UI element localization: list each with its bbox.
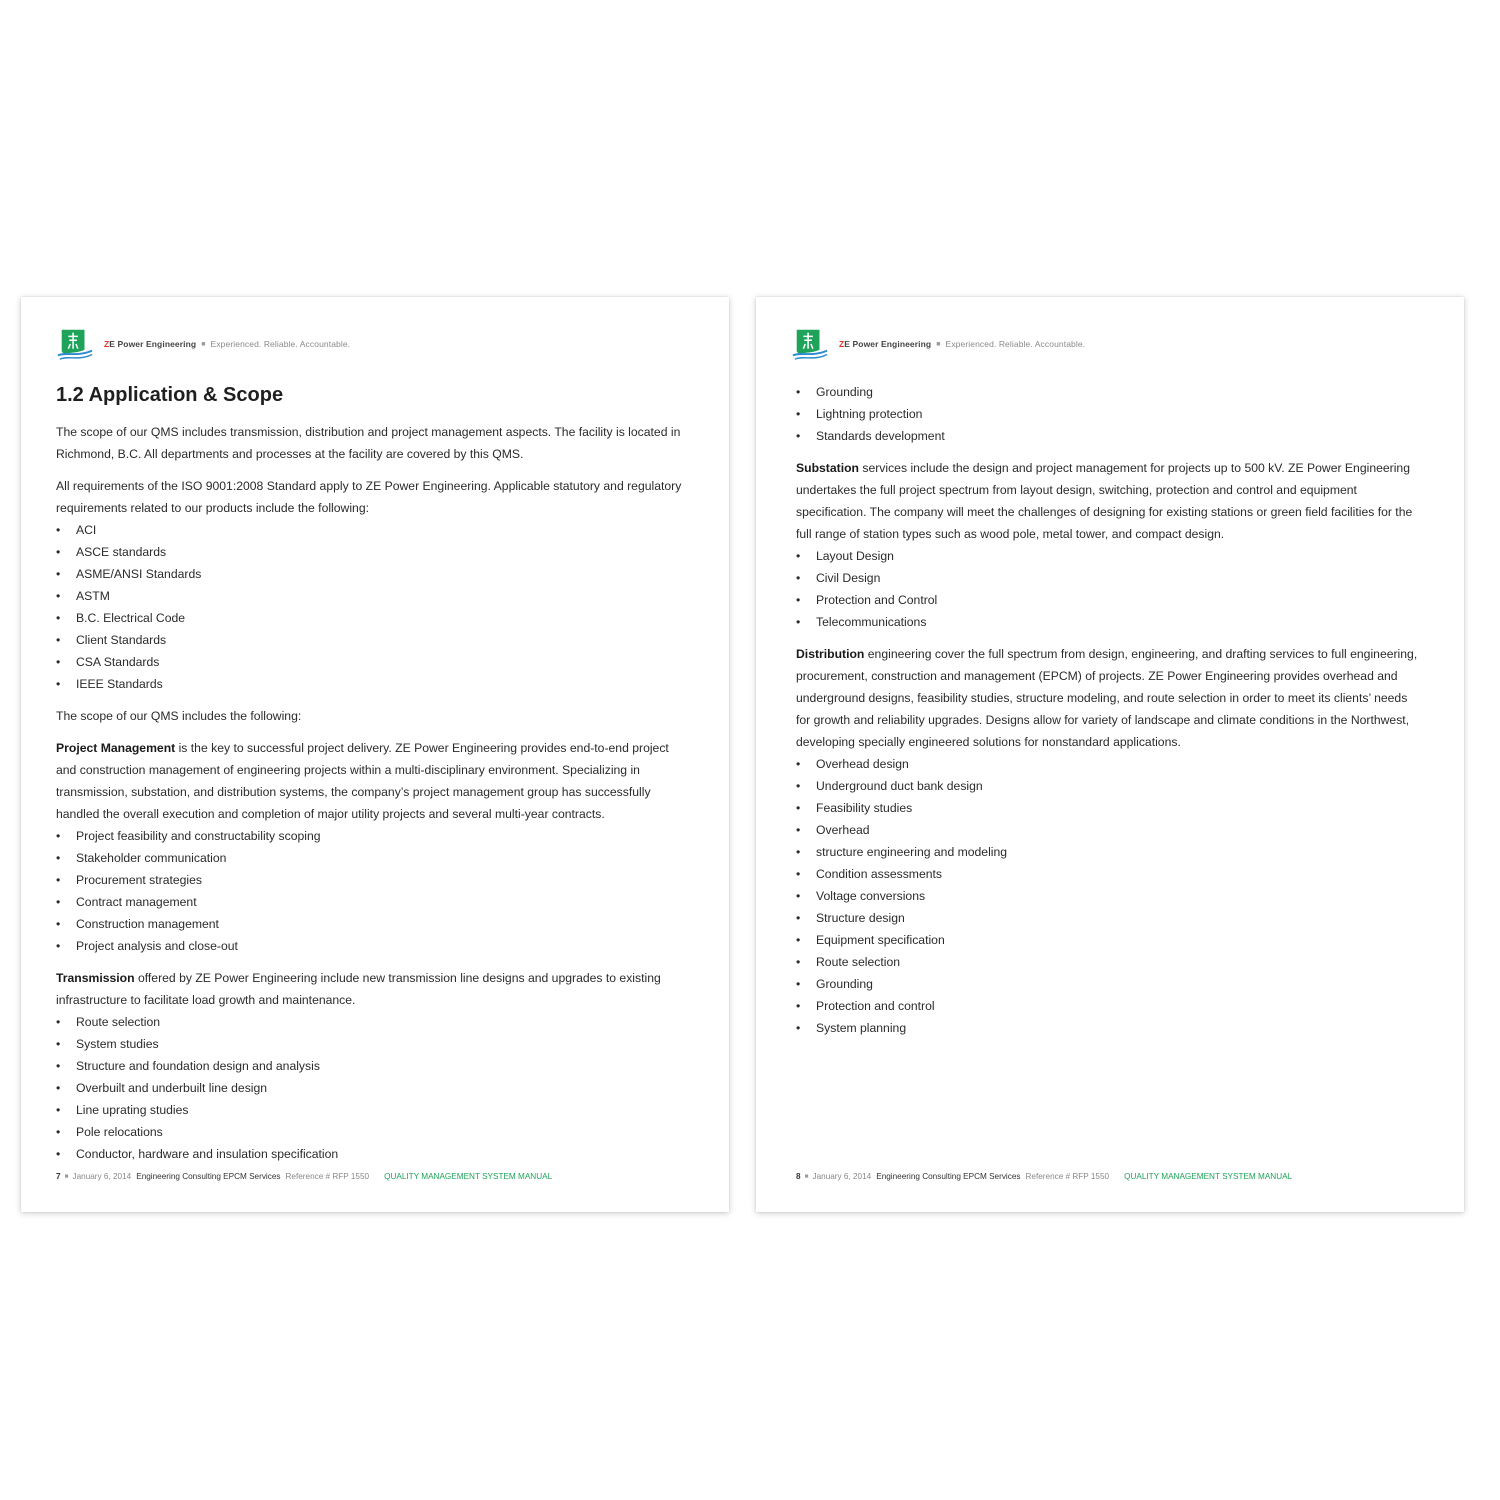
list-item: • ASCE standards [56, 541, 686, 563]
list-item: • Civil Design [796, 567, 1421, 589]
page-header [56, 325, 350, 363]
page-content [56, 382, 686, 1175]
page-number: 7 [56, 1172, 61, 1181]
list-item: • Equipment specification [796, 929, 1421, 951]
list-item: • Route selection [796, 951, 1421, 973]
list-item: • Line uprating studies [56, 1099, 686, 1121]
distribution-list [796, 753, 1421, 1039]
footer-manual: QUALITY MANAGEMENT SYSTEM MANUAL [384, 1172, 553, 1181]
list-item: • Route selection [56, 1011, 686, 1033]
list-item: • Feasibility studies [796, 797, 1421, 819]
list-item: • Overbuilt and underbuilt line design [56, 1077, 686, 1099]
transmission-list-continued [796, 381, 1421, 447]
document-page-8 [756, 297, 1464, 1212]
list-item: • Condition assessments [796, 863, 1421, 885]
distribution-text: engineering cover the full spectrum from design, engineering, and drafting services to full engineering, procurement, construction and management (EPCM) of projects. ZE Power Engineering provides overhead and underground designs, feasibility studies, structure modeling, and route selection in order to meet its clients’ needs for growth and reliability upgrades. Designs allow for variety of landscape and climate conditions in the Northwest, developing specially engineered solutions for nonstandard applications. [796, 647, 1418, 749]
list-item: • Procurement strategies [56, 869, 686, 891]
distribution-lead: Distribution [796, 647, 865, 661]
list-item: • structure engineering and modeling [796, 841, 1421, 863]
substation-text: services include the design and project management for projects up to 500 kV. ZE Power Engineering undertakes the full project spectrum from layout design, switching, protection and control and equipment specification. The company will meet the challenges of designing for existing stations or green field facilities for the full range of station types such as wood pole, metal tower, and compact design. [796, 461, 1413, 541]
list-item: • ASTM [56, 585, 686, 607]
list-item: • System studies [56, 1033, 686, 1055]
list-item: • Overhead [796, 819, 1421, 841]
page-footer [56, 1172, 552, 1181]
project-management-paragraph [56, 737, 686, 825]
page-number: 8 [796, 1172, 801, 1181]
brand-separator: ■ [201, 340, 206, 348]
list-item: • ACI [56, 519, 686, 541]
footer-separator: ■ [804, 1173, 809, 1180]
list-item: • ASME/ANSI Standards [56, 563, 686, 585]
list-item: • Lightning protection [796, 403, 1421, 425]
requirements-paragraph: All requirements of the ISO 9001:2008 Standard apply to ZE Power Engineering. Applicable statutory and regulatory requirements related to our products include the following: [56, 479, 682, 515]
substation-lead: Substation [796, 461, 859, 475]
list-item: • Structure design [796, 907, 1421, 929]
page-content [796, 381, 1421, 1049]
brand-name: E Power Engineering [109, 339, 197, 349]
footer-reference: Reference # RFP 1550 [1025, 1172, 1110, 1181]
footer-title: Engineering Consulting EPCM Services [876, 1172, 1021, 1181]
transmission-list [56, 1011, 686, 1165]
footer-manual: QUALITY MANAGEMENT SYSTEM MANUAL [1124, 1172, 1293, 1181]
list-item: • Stakeholder communication [56, 847, 686, 869]
brand-initial: Z [104, 339, 110, 349]
list-item: • Project feasibility and constructability scoping [56, 825, 686, 847]
ze-power-logo-icon [791, 325, 829, 363]
footer-separator: ■ [64, 1173, 69, 1180]
list-item: • Contract management [56, 891, 686, 913]
list-item: • Standards development [796, 425, 1421, 447]
transmission-paragraph [56, 967, 686, 1011]
list-item: • Construction management [56, 913, 686, 935]
list-item: • Underground duct bank design [796, 775, 1421, 797]
footer-title: Engineering Consulting EPCM Services [136, 1172, 281, 1181]
list-item: • Protection and control [796, 995, 1421, 1017]
list-item: • Overhead design [796, 753, 1421, 775]
brand-separator: ■ [936, 340, 941, 348]
substation-list [796, 545, 1421, 633]
section-title: 1.2 Application & Scope [56, 384, 284, 406]
brand-initial: Z [839, 339, 845, 349]
substation-paragraph [796, 457, 1421, 545]
page-header [791, 325, 1085, 363]
project-management-text: is the key to successful project delivery. ZE Power Engineering provides end-to-end project and construction management of engineering projects within a multi-disciplinary environment. Specializing in transmission, substation, and distribution systems, the company’s project management group has successfully handled the overall execution and completion of major utility projects and several multi-year contracts. [56, 741, 669, 821]
list-item: • Voltage conversions [796, 885, 1421, 907]
list-item: • Pole relocations [56, 1121, 686, 1143]
list-item: • Conductor, hardware and insulation specification [56, 1143, 686, 1165]
list-item: • Client Standards [56, 629, 686, 651]
transmission-text: offered by ZE Power Engineering include new transmission line designs and upgrades to existing infrastructure to facilitate load growth and maintenance. [56, 971, 661, 1007]
distribution-paragraph [796, 643, 1421, 753]
footer-reference: Reference # RFP 1550 [285, 1172, 370, 1181]
brand-name: E Power Engineering [844, 339, 932, 349]
footer-date: January 6, 2014 [812, 1172, 872, 1181]
project-management-lead: Project Management [56, 741, 176, 755]
footer-date: January 6, 2014 [72, 1172, 132, 1181]
list-item: • Project analysis and close-out [56, 935, 686, 957]
list-item: • Grounding [796, 381, 1421, 403]
brand-line [104, 339, 350, 349]
ze-power-logo-icon [56, 325, 94, 363]
list-item: • CSA Standards [56, 651, 686, 673]
brand-tagline: Experienced. Reliable. Accountable. [945, 339, 1086, 349]
list-item: • B.C. Electrical Code [56, 607, 686, 629]
brand-line [839, 339, 1085, 349]
list-item: • IEEE Standards [56, 673, 686, 695]
intro-paragraph: The scope of our QMS includes transmission, distribution and project management aspects. The facility is located in Richmond, B.C. All departments and processes at the facility are covered by this QMS. [56, 425, 681, 461]
project-management-list [56, 825, 686, 957]
brand-tagline: Experienced. Reliable. Accountable. [210, 339, 351, 349]
document-page-7 [21, 297, 729, 1212]
list-item: • Telecommunications [796, 611, 1421, 633]
scope-paragraph: The scope of our QMS includes the following: [56, 709, 302, 723]
list-item: • Grounding [796, 973, 1421, 995]
page-footer [796, 1172, 1292, 1181]
standards-list [56, 519, 686, 695]
list-item: • Structure and foundation design and analysis [56, 1055, 686, 1077]
list-item: • Protection and Control [796, 589, 1421, 611]
list-item: • Layout Design [796, 545, 1421, 567]
transmission-lead: Transmission [56, 971, 135, 985]
list-item: • System planning [796, 1017, 1421, 1039]
